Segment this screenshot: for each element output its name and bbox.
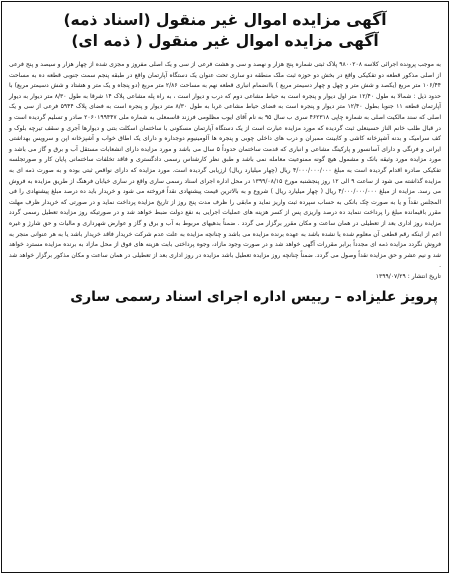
notice-signature: پرویز علیزاده – رییس اداره اجرای اسناد رسمی ساری [70,289,438,306]
notice-body [9,60,441,272]
publication-date: تاریخ انتشار : ۱۳۹۹/۰۷/۲۹ [375,272,441,280]
notice-title-secondary: آگهی مزایده اموال غیر منقول ( ذمه ای) [71,32,379,50]
notice-paragraph: به موجب پرونده اجرائی کلاسه ۹۸۰۰۲۰۸ پلاک ثبتی شماره پنج هزار و نهصد و سی و هشت فرعی از سی و یک اصلی مفروز و مجزی شده از چهار هزار و سیصد و پنج فرعی از اصلی مذکور قطعه دو تفکیکی واقع در بخش دو حوزه ثبت ملک منطقه دو ساری تحت عنوان یک دستگاه آپارتمان واقع در طبقه پنجم سمت جنوبی قطعه ده به مساحت ۱۰۶/۴۴ متر مربع (یکصد و شش متر و چهل و چهار دسیمتر مربع ) باانضمام انباری قطعه نهم به مساحت ۲/۸۶ متر مربع (دو پنجاه و یک متر و هشتاد و شش دسیمتر مربع) با حدود ذیل : شمالا به طول ۱۲/۴۰ متر اول دیوار و پنجره است به حیاط مشاعی دوم که درب و دیوار است ، به راه پله مشاعی پلاک ۱۴ شرقا به طول ۸/۳۰ متر دیوار به دیوار آپارتمان قطعه ۱۱ جنوبا بطول ۱۲/۴۰ متر دیوار و پنجره است به فضای حیاط مشاعی غربا به طول ۸/۳۰ متر دیوار و پنجره است به فضای پلاک ۵۹۴۴ فرعی از سی و یک اصلی که سند مالکیت اصلی به شماره چاپی ۴۶۲۳۱۸ سری ب سال ۹۵ به نام آقای ایوب مظلومی فرزند قاسمعلی به شماره ملی ۲۰۶۰۱۹۹۴۴۷ صادر و تسلیم گردیده است و در قبال طلب خانم الناز حسینعلی ثبت گردیده که مورد مزایده عبارت است از یک دستگاه آپارتمان مسکونی با ساختمان اسکلت بتنی و دیوارها آجری و سقف تیرچه بلوک و کف سرامیک و بدنه آشپزخانه کاشی و کابینت ممبران و درب های داخلی چوبی و پنجره ها آلومینیوم دوجداره و دارای یک اطاق خواب و آشپزخانه اپن و سرویس بهداشتی ایرانی و فرنگی و دارای آسانسور و پارکینگ مشاعی و انباری که قدمت ساختمان حدوداً ۵ سال می باشد و مورد مزایده دارای انشعابات مستقل آب و برق و گاز می باشد و مورد مزایده مورد وثیقه بانک و مشمول هیچ گونه ممنوعیت معامله نمی باشد و طبق نظر کارشناس رسمی دادگستری و فاقد تخلفات ساختمانی پایان کار و صورتجلسه تفکیکی صادره اقدام گردیده است به مبلغ ۴/۰۰۰/۰۰۰/۰۰۰ ریال (چهار میلیارد ریال) ارزیابی گردیده است. مورد مزایده که دارای نواقص ثبتی بوده و به صورت ذمه ای به مزایده گذاشته می شود از ساعت ۹ الی ۱۲ روز پنجشنبه مورخ ۱۳۹۹/۰۸/۱۵ در محل اداره اجرای اسناد رسمی ساری واقع در ساری خیابان فرهنگ از طریق مزایده به فروش می رسد. مزایده از مبلغ ۴/۰۰۰/۰۰۰/۰۰۰ ریال ( چهار میلیارد ریال ) شروع و به بالاترین قیمت پیشنهادی نقداً فروخته می شود و خریدار باید ده درصد مبلغ پیشنهادی را فی المجلس نقداً و یا به صورت چک بانکی به حساب سپرده ثبت واریز نماید و مابقی را ظرف مدت پنج روز از تاریخ مزایده پرداخت نماید و در صورتی که خریدار ظرف مهلت مقرر باقیمانده مبلغ را پرداخت ننماید ده درصد واریزی پس از کسر هزینه های عملیات اجرایی به نفع دولت ضبط خواهد شد و در صورتیکه روز مزایده تعطیل رسمی گردد مزایده روز اداری بعد از تعطیلی در همان ساعت و مکان مقرر برگزار می گردد . ضمناً بدهیهای مربوط به آب و برق و گاز و عوارض شهرداری و مالیات و حق شارژ و غیره اعم از اینکه رقم قطعی آن معلوم شده یا نشده باشد به عهده برنده مزایده می باشد و چنانچه مزایده به علت عدم شرکت خریدار فاقد خریدار باشد یا به هر عنوانی منجر به فروش نگردد مزایده ذمه ای مجدداً برابر مقررات آگهی خواهد شد و در صورت وجود مازاد، وجوه پرداختی بابت هزینه های فوق از محل مازاد به برنده مزایده مسترد خواهد شد و نیم عشر و حق مزایده نقداً وصول می گردد. ضمناً چنانچه روز مزایده تعطیل باشد مزایده در روز اداری بعد از تعطیلی در همان ساعت و مکان مذکور برگزار خواهد شد . [9,61,441,270]
notice-frame [1,1,449,573]
notice-title-primary: آگهی مزایده اموال غیر منقول (اسناد ذمه) [63,11,387,29]
